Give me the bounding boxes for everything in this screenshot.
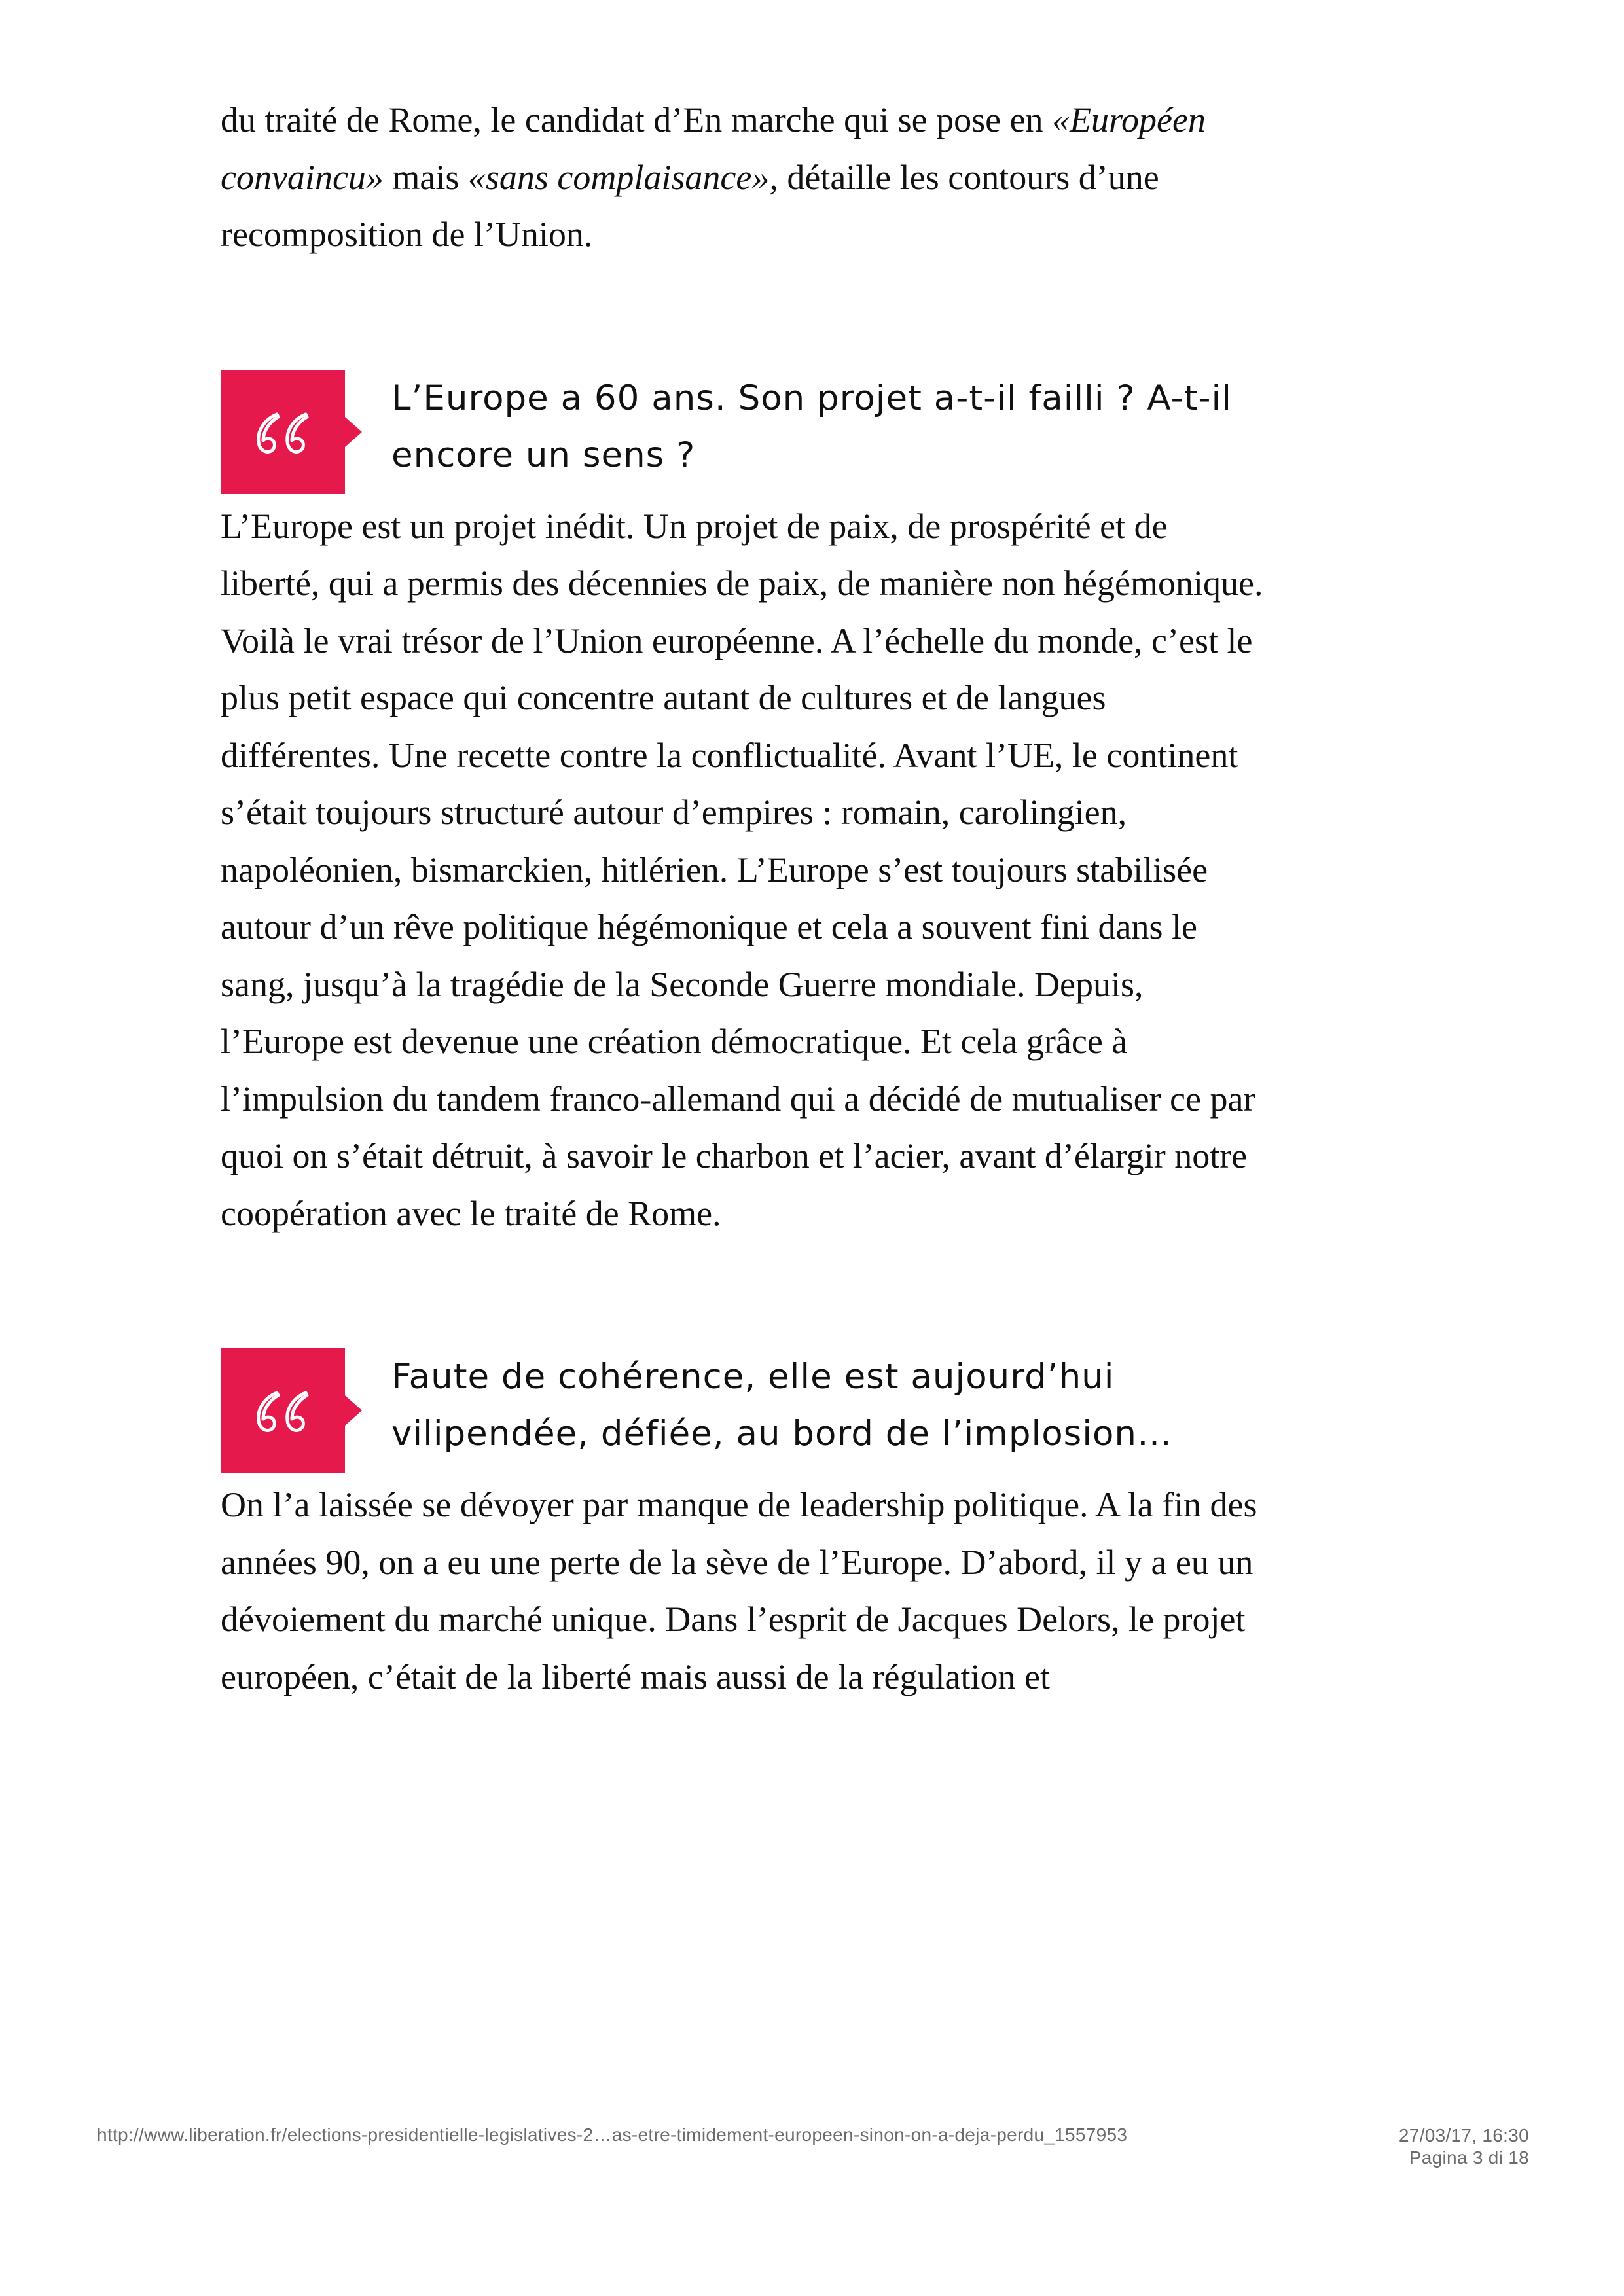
question-2: Faute de cohérence, elle est aujourd’hui vilipendée, défiée, au bord de l’implosion… [391,1357,1172,1454]
footer-meta [1399,2125,1529,2169]
answer-1: L’Europe est un projet inédit. Un projet de paix, de prospérité et de liberté, qui a permis des décennies de paix, de manière non hégémonique. Voilà le vrai trésor de l’Union européenne. A l’échelle du monde, c’est le plus petit espace qui concentre autant de cultures et de langues différentes. Une recette contre la conflictualité. Avant l’UE, le continent s’était toujours structuré autour d’empires : romain, carolingien, napoléonien, bismarckien, hitlérien. L’Europe s’est toujours stabilisée autour d’un rêve politique hégémonique et cela a souvent fini dans le sang, jusqu’à la tragédie de la Seconde Guerre mondiale. Depuis, l’Europe est devenue une création démocratique. Et cela grâce à l’impulsion du tandem franco-allemand qui a décidé de mutualiser ce par quoi on s’était détruit, à savoir le charbon et l’acier, avant d’élargir notre coopération avec le traité de Rome. [221,506,1263,1233]
quote-glyph-icon [252,1390,314,1433]
footer-datetime: 27/03/17, 16:30 [1398,2125,1529,2145]
question-1: L’Europe a 60 ans. Son projet a-t-il failli ? A-t-il encore un sens ? [391,378,1232,475]
intro-text-1: du traité de Rome, le candidat d’En marche qui se pose en [221,100,1053,139]
intro-text-3: détaille les contours d’une recomposition de l’Union. [221,157,1159,254]
quote-mark-icon [221,370,345,494]
article-body [221,92,1268,1706]
question-block-2 [221,1348,1268,1473]
intro-quote-2: «sans complaisance», [467,157,778,197]
quote-mark-icon [221,1348,345,1473]
footer-page-number: Pagina 3 di 18 [1409,2147,1529,2168]
footer-url[interactable]: http://www.liberation.fr/elections-presidentielle-legislatives-2…as-etre-timidement-europeen-sinon-on-a-deja-perdu_1557953 [97,2125,1128,2145]
question-block-1 [221,370,1268,494]
intro-text-2: mais [383,157,468,197]
intro-paragraph [221,92,1268,264]
quote-glyph-icon [252,412,314,455]
intro-quote-1: «Européen convaincu» [221,100,1206,197]
answer-2: On l’a laissée se dévoyer par manque de leadership politique. A la fin des années 90, on a eu une perte de la sève de l’Europe. D’abord, il y a eu un dévoiement du marché unique. Dans l’esprit de Jacques Delors, le projet européen, c’était de la liberté mais aussi de la régulation et [221,1485,1257,1696]
